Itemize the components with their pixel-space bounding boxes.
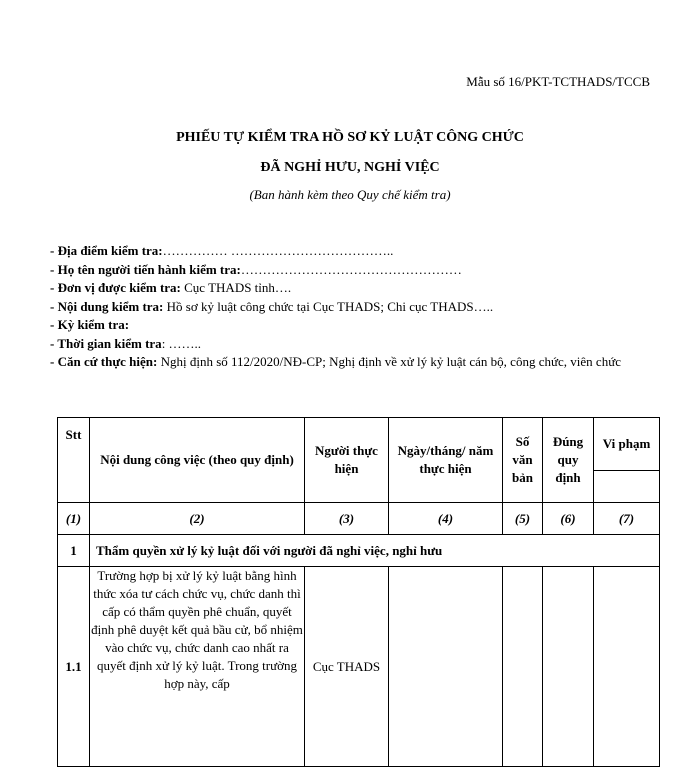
table-header-row: [58, 418, 660, 471]
section-1-stt: 1: [58, 535, 90, 567]
location-label: - Địa điểm kiểm tra:: [50, 243, 163, 258]
info-location: [50, 242, 655, 261]
col-number-7: (7): [594, 503, 660, 535]
col-number-6: (6): [543, 503, 594, 535]
form-code: Mẫu số 16/PKT-TCTHADS/TCCB: [466, 74, 650, 89]
col-number-3: (3): [305, 503, 389, 535]
header-content: Nội dung công việc (theo quy định): [90, 418, 305, 503]
row-1-1-doc-count: [503, 567, 543, 767]
info-time: [50, 335, 655, 354]
col-number-5: (5): [503, 503, 543, 535]
document-title-line-2: ĐÃ NGHỈ HƯU, NGHỈ VIỆC: [260, 160, 440, 175]
header-violation-sub: [594, 471, 660, 503]
header-violation: Vi phạm: [594, 418, 660, 471]
basis-value: Nghị định số 112/2020/NĐ-CP; Nghị định về xử lý kỷ luật cán bộ, công chức, viên chức: [157, 354, 622, 369]
row-1-1-date: [389, 567, 503, 767]
basis-label: - Căn cứ thực hiện:: [50, 354, 158, 369]
header-correct: Đúng quy định: [543, 418, 594, 503]
table-row-1-1: [58, 567, 660, 767]
section-1-title: Thẩm quyền xử lý kỷ luật đối với người đã nghỉ việc, nghỉ hưu: [90, 535, 660, 567]
inspector-value: ……………………………………………: [240, 261, 462, 277]
content-value: Hồ sơ kỷ luật công chức tại Cục THADS; Chi cục THADS…..: [163, 298, 494, 314]
info-unit: [50, 279, 655, 298]
inspection-table: [57, 417, 660, 767]
unit-label: - Đơn vị được kiểm tra:: [50, 280, 181, 295]
time-label: - Thời gian kiểm tra: [50, 335, 162, 351]
header-performer: Người thực hiện: [305, 418, 389, 503]
location-value: …………… ………………………………..: [162, 243, 394, 258]
col-number-4: (4): [389, 503, 503, 535]
col-number-1: (1): [58, 503, 90, 535]
time-value: : ……..: [161, 335, 202, 351]
row-1-1-correct: [543, 567, 594, 767]
info-inspector: [50, 261, 655, 280]
content-label: - Nội dung kiểm tra:: [50, 298, 164, 314]
period-label: - Kỳ kiểm tra:: [50, 317, 130, 332]
header-doc-count: Số văn bản: [503, 418, 543, 503]
row-1-1-stt: 1.1: [58, 567, 90, 767]
column-number-row: [58, 503, 660, 535]
document-title-line-1: PHIẾU TỰ KIỂM TRA HỒ SƠ KỶ LUẬT CÔNG CHỨC: [176, 130, 524, 145]
inspector-label: - Họ tên người tiến hành kiểm tra:: [50, 261, 241, 277]
row-1-1-violation: [594, 567, 660, 767]
info-basis: [50, 353, 655, 372]
row-1-1-performer: Cục THADS: [305, 567, 389, 767]
header-date: Ngày/tháng/ năm thực hiện: [389, 418, 503, 503]
info-period: [50, 316, 655, 335]
inspection-info: [50, 242, 655, 372]
header-stt: Stt: [58, 418, 90, 503]
col-number-2: (2): [90, 503, 305, 535]
section-row-1: [58, 535, 660, 567]
document-subtitle: (Ban hành kèm theo Quy chế kiểm tra): [249, 187, 451, 202]
unit-value: Cục THADS tỉnh….: [180, 280, 292, 295]
row-1-1-content: Trường hợp bị xử lý kỷ luật bằng hình thức xóa tư cách chức vụ, chức danh thì cấp có thẩm quyền phê chuẩn, quyết định phê duyệt kết quả bầu cử, bổ nhiệm vào chức vụ, chức danh cao nhất ra quyết định xử lý kỷ luật. Trong trường hợp này, cấp: [90, 567, 305, 767]
info-content: [50, 298, 655, 317]
